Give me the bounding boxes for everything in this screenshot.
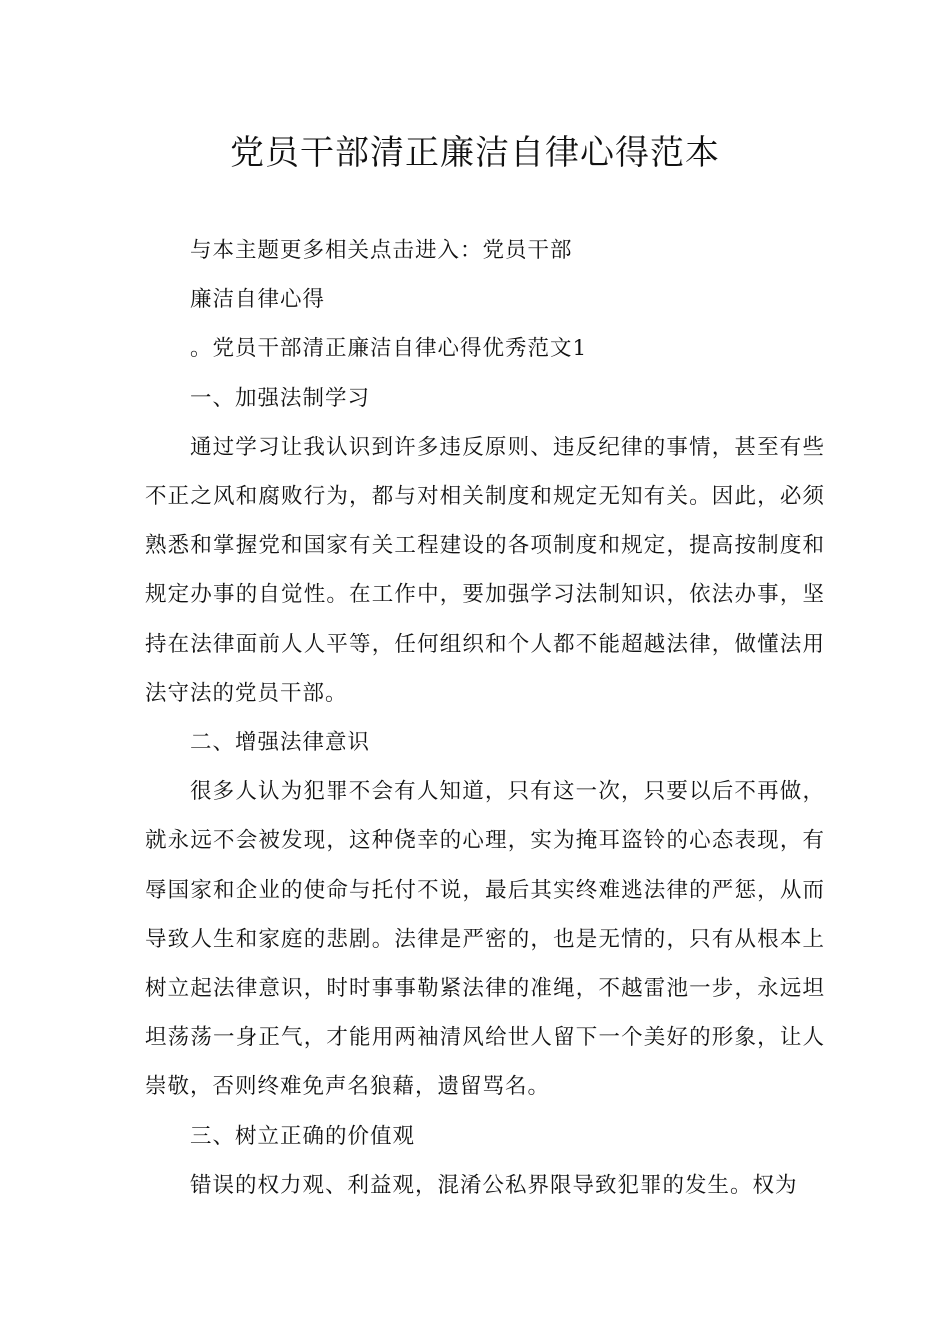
- paragraph-body-1: 通过学习让我认识到许多违反原则、违反纪律的事情，甚至有些不正之风和腐败行为，都与对相关制度和规定无知有关。因此，必须熟悉和掌握党和国家有关工程建设的各项制度和规定，提高按制度和规定办事的自觉性。在工作中，要加强学习法制知识，依法办事，坚持在法律面前人人平等，任何组织和个人都不能超越法律，做懂法用法守法的党员干部。: [145, 434, 825, 706]
- paragraph-body-3: 错误的权力观、利益观，混淆公私界限导致犯罪的发生。权为: [190, 1172, 798, 1198]
- paragraph-related-topic: 廉洁自律心得: [190, 287, 326, 313]
- section-heading-3: 三、树立正确的价值观: [190, 1123, 416, 1149]
- section-heading-2: 二、增强法律意识: [190, 730, 371, 756]
- paragraph-essay-heading: 。党员干部清正廉洁自律心得优秀范文1: [190, 336, 588, 362]
- section-heading-1: 一、加强法制学习: [190, 385, 371, 411]
- paragraph-related-link: 与本主题更多相关点击进入：党员干部: [190, 238, 573, 263]
- document-body: [145, 226, 825, 1210]
- document-title: 党员干部清正廉洁自律心得范本: [230, 133, 720, 173]
- paragraph-body-2: 很多人认为犯罪不会有人知道，只有这一次，只要以后不再做，就永远不会被发现，这种侥幸的心理，实为掩耳盗铃的心态表现，有辱国家和企业的使命与托付不说，最后其实终难逃法律的严惩，从而导致人生和家庭的悲剧。法律是严密的，也是无情的，只有从根本上树立起法律意识，时时事事勒紧法律的准绳，不越雷池一步，永远坦坦荡荡一身正气，才能用两袖清风给世人留下一个美好的形象，让人崇敬，否则终难免声名狼藉，遗留骂名。: [145, 779, 825, 1100]
